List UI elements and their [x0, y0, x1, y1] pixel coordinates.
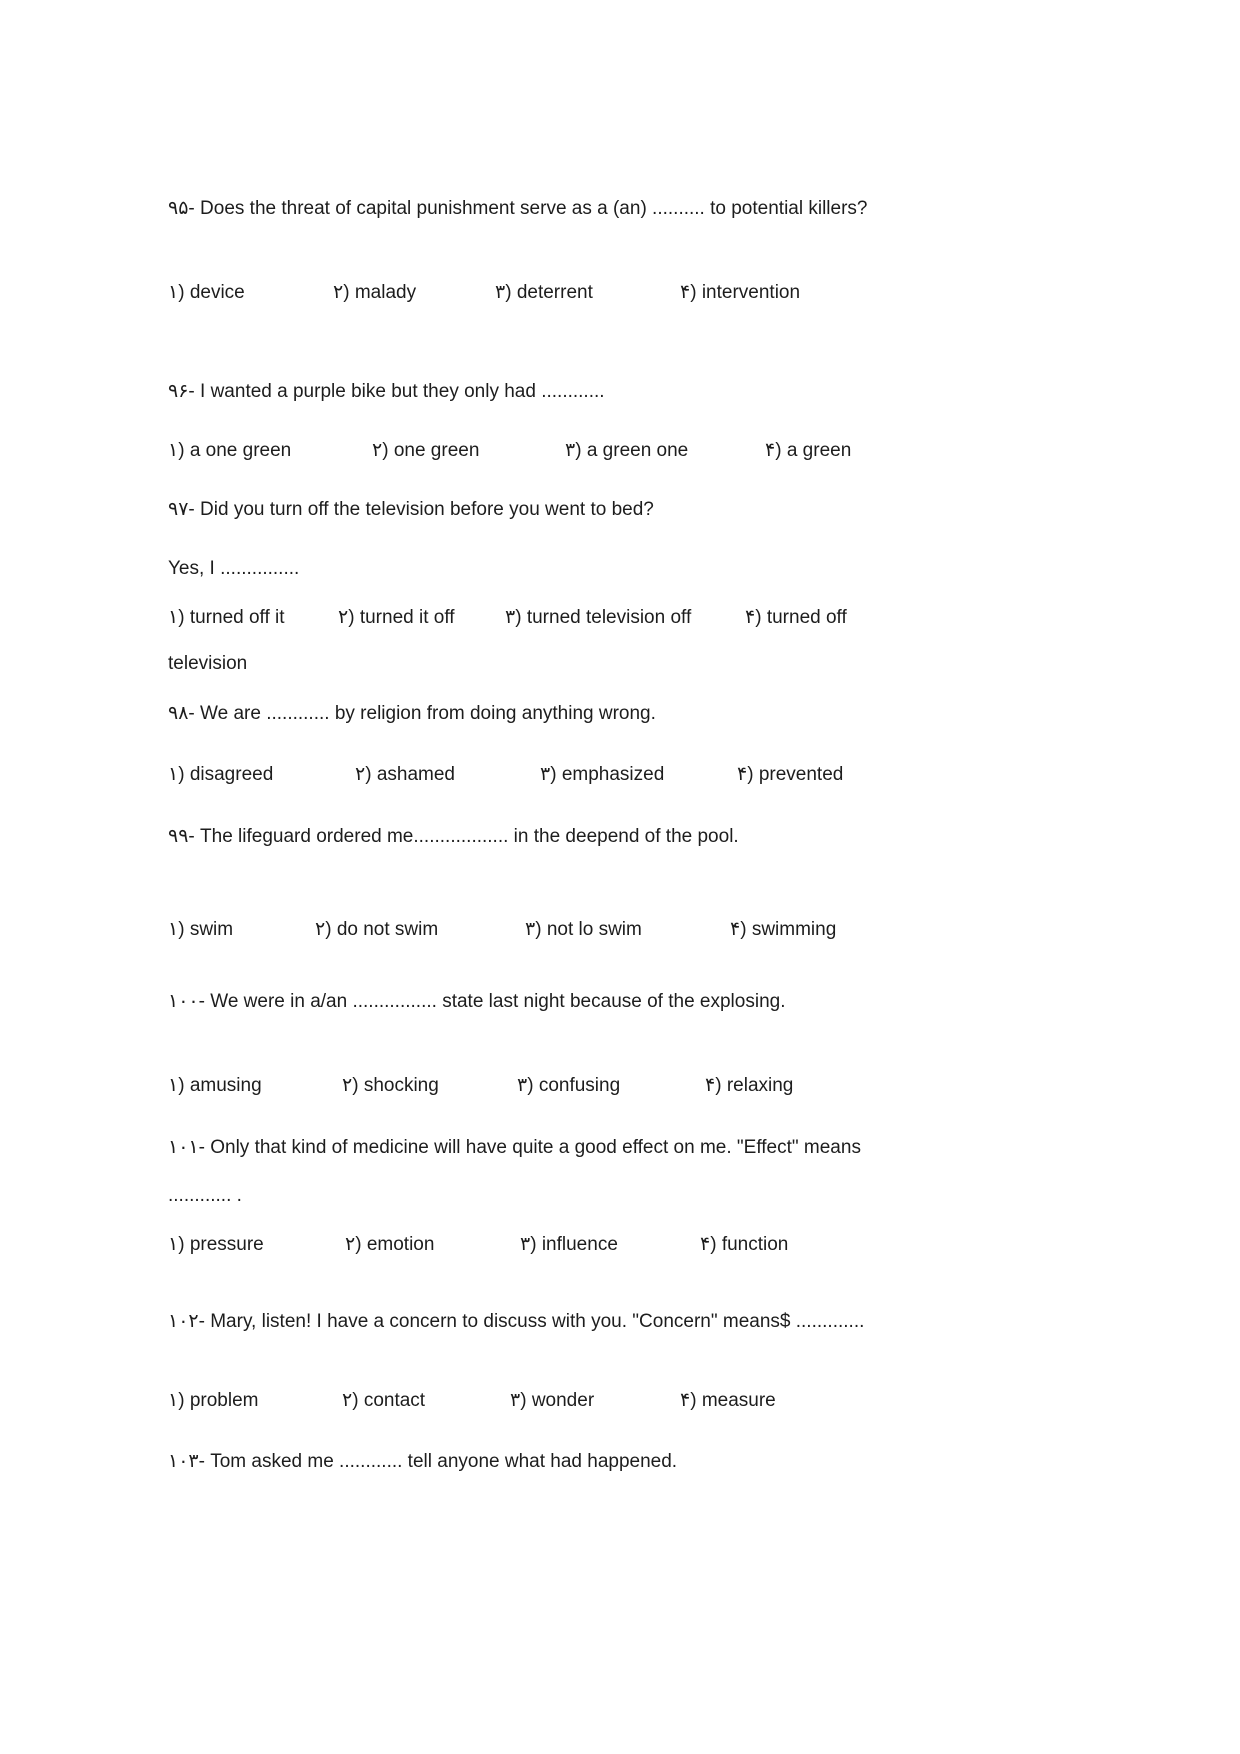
q95-option-2-label: malady: [354, 282, 417, 303]
q97-option-4: [745, 605, 1130, 631]
q99-option-2-label: do not swim: [336, 919, 439, 940]
q95-option-3-marker: ۳): [495, 282, 512, 303]
q100-option-3-label: confusing: [538, 1075, 621, 1096]
question-98-text: We are ............ by religion from doing anything wrong.: [200, 703, 656, 724]
q102-option-3-marker: ۳): [510, 1390, 527, 1411]
q102-option-3: [510, 1388, 680, 1414]
q96-option-3: [565, 438, 765, 464]
q98-option-4: [737, 762, 1130, 788]
question-96-line: [168, 379, 1130, 405]
q95-option-1-marker: ۱): [168, 282, 185, 303]
q97-option-3-label: turned television off: [526, 607, 692, 628]
q102-option-2-label: contact: [363, 1390, 426, 1411]
q100-option-1: [168, 1073, 342, 1099]
q98-option-2-marker: ۲): [355, 764, 372, 785]
q101-option-3-label: influence: [541, 1234, 618, 1255]
question-95-options: [168, 280, 1130, 306]
q100-option-4: [705, 1073, 1130, 1099]
q99-option-2-marker: ۲): [315, 919, 332, 940]
question-95-number: ۹۵-: [168, 198, 195, 219]
q100-option-4-label: relaxing: [726, 1075, 794, 1096]
q98-option-1-label: disagreed: [189, 764, 274, 785]
q102-option-1-marker: ۱): [168, 1390, 185, 1411]
question-102-text: Mary, listen! I have a concern to discuss with you. "Concern" means$ .............: [210, 1311, 865, 1332]
q96-option-4: [765, 438, 1130, 464]
q97-option-4-marker: ۴): [745, 607, 762, 628]
question-99-line: [168, 824, 1130, 850]
q102-option-2: [342, 1388, 510, 1414]
q96-option-3-label: a green one: [586, 440, 689, 461]
q102-option-2-marker: ۲): [342, 1390, 359, 1411]
q98-option-1: [168, 762, 355, 788]
q100-option-2-label: shocking: [363, 1075, 439, 1096]
q95-option-1: [168, 280, 333, 306]
q95-option-3: [495, 280, 680, 306]
q98-option-1-marker: ۱): [168, 764, 185, 785]
q96-option-1: [168, 438, 372, 464]
question-102-number: ۱۰۲-: [168, 1311, 205, 1332]
question-100-line: [168, 989, 1130, 1015]
question-102-options: [168, 1388, 1130, 1414]
q96-option-3-marker: ۳): [565, 440, 582, 461]
q99-option-4: [730, 917, 1130, 943]
q98-option-4-label: prevented: [758, 764, 844, 785]
q102-option-4-label: measure: [701, 1390, 776, 1411]
q95-option-2-marker: ۲): [333, 282, 350, 303]
q97-option-2-label: turned it off: [359, 607, 455, 628]
question-101-number: ۱۰۱-: [168, 1137, 205, 1158]
q102-option-4-marker: ۴): [680, 1390, 697, 1411]
q101-option-3-marker: ۳): [520, 1234, 537, 1255]
question-100-options: [168, 1073, 1130, 1099]
q102-option-4: [680, 1388, 1130, 1414]
question-103-line: [168, 1449, 1130, 1475]
q102-option-1-label: problem: [189, 1390, 259, 1411]
question-101-text: Only that kind of medicine will have quite a good effect on me. "Effect" means: [210, 1137, 861, 1158]
question-97-options: [168, 605, 1130, 631]
q95-option-1-label: device: [189, 282, 245, 303]
q100-option-2: [342, 1073, 517, 1099]
q96-option-4-marker: ۴): [765, 440, 782, 461]
question-101-line: [168, 1135, 1130, 1161]
q101-option-2-label: emotion: [366, 1234, 435, 1255]
q101-option-1-label: pressure: [189, 1234, 264, 1255]
question-100-text: We were in a/an ................ state last night because of the explosing.: [210, 991, 786, 1012]
q99-option-1: [168, 917, 315, 943]
q95-option-4: [680, 280, 1130, 306]
q95-option-4-marker: ۴): [680, 282, 697, 303]
question-99-options: [168, 917, 1130, 943]
q96-option-1-label: a one green: [189, 440, 292, 461]
q96-option-1-marker: ۱): [168, 440, 185, 461]
q97-option-1-label: turned off it: [189, 607, 285, 628]
q98-option-4-marker: ۴): [737, 764, 754, 785]
q96-option-2-marker: ۲): [372, 440, 389, 461]
question-97-option-overflow: television: [168, 653, 248, 674]
question-96-text: I wanted a purple bike but they only had ............: [200, 381, 605, 402]
q100-option-2-marker: ۲): [342, 1075, 359, 1096]
q97-option-3: [505, 605, 745, 631]
question-97-answer-lead: Yes, I ...............: [168, 558, 300, 579]
question-95-text: Does the threat of capital punishment serve as a (an) .......... to potential killers?: [200, 198, 868, 219]
q101-option-4-label: function: [721, 1234, 789, 1255]
q99-option-1-marker: ۱): [168, 919, 185, 940]
q96-option-2: [372, 438, 565, 464]
question-98-options: [168, 762, 1130, 788]
q102-option-1: [168, 1388, 342, 1414]
question-99-text: The lifeguard ordered me.................. in the deepend of the pool.: [200, 826, 739, 847]
question-96-options: [168, 438, 1130, 464]
q97-option-3-marker: ۳): [505, 607, 522, 628]
question-97-line: [168, 497, 1130, 523]
q98-option-3-marker: ۳): [540, 764, 557, 785]
question-96-number: ۹۶-: [168, 381, 195, 402]
q99-option-3-label: not lo swim: [546, 919, 642, 940]
q101-option-2-marker: ۲): [345, 1234, 362, 1255]
q99-option-4-label: swimming: [751, 919, 837, 940]
q100-option-1-marker: ۱): [168, 1075, 185, 1096]
q96-option-4-label: a green: [786, 440, 852, 461]
q99-option-3-marker: ۳): [525, 919, 542, 940]
q98-option-3: [540, 762, 737, 788]
q100-option-4-marker: ۴): [705, 1075, 722, 1096]
question-103-text: Tom asked me ............ tell anyone what had happened.: [210, 1451, 678, 1472]
q95-option-2: [333, 280, 495, 306]
question-100-number: ۱۰۰-: [168, 991, 205, 1012]
q101-option-1: [168, 1232, 345, 1258]
q97-option-2: [338, 605, 505, 631]
q101-option-4-marker: ۴): [700, 1234, 717, 1255]
question-103-number: ۱۰۳-: [168, 1451, 205, 1472]
question-97-text: Did you turn off the television before you went to bed?: [200, 499, 654, 520]
question-98-number: ۹۸-: [168, 703, 195, 724]
q97-option-1-marker: ۱): [168, 607, 185, 628]
q98-option-2-label: ashamed: [376, 764, 455, 785]
question-99-number: ۹۹-: [168, 826, 195, 847]
q101-option-3: [520, 1232, 700, 1258]
q101-option-2: [345, 1232, 520, 1258]
q95-option-4-label: intervention: [701, 282, 801, 303]
q97-option-1: [168, 605, 338, 631]
question-101-options: [168, 1232, 1130, 1258]
q97-option-2-marker: ۲): [338, 607, 355, 628]
q99-option-4-marker: ۴): [730, 919, 747, 940]
q96-option-2-label: one green: [393, 440, 480, 461]
question-98-line: [168, 701, 1130, 727]
q95-option-3-label: deterrent: [516, 282, 593, 303]
q100-option-3-marker: ۳): [517, 1075, 534, 1096]
question-95-line: [168, 196, 1130, 222]
q102-option-3-label: wonder: [531, 1390, 595, 1411]
q101-option-1-marker: ۱): [168, 1234, 185, 1255]
q97-option-4-label: turned off: [766, 607, 847, 628]
q100-option-3: [517, 1073, 705, 1099]
question-101-line2: ............ .: [168, 1185, 242, 1206]
q98-option-2: [355, 762, 540, 788]
q100-option-1-label: amusing: [189, 1075, 262, 1096]
q101-option-4: [700, 1232, 1130, 1258]
q99-option-2: [315, 917, 525, 943]
q98-option-3-label: emphasized: [561, 764, 665, 785]
question-97-number: ۹۷-: [168, 499, 195, 520]
question-102-line: [168, 1309, 1130, 1335]
q99-option-3: [525, 917, 730, 943]
q99-option-1-label: swim: [189, 919, 234, 940]
